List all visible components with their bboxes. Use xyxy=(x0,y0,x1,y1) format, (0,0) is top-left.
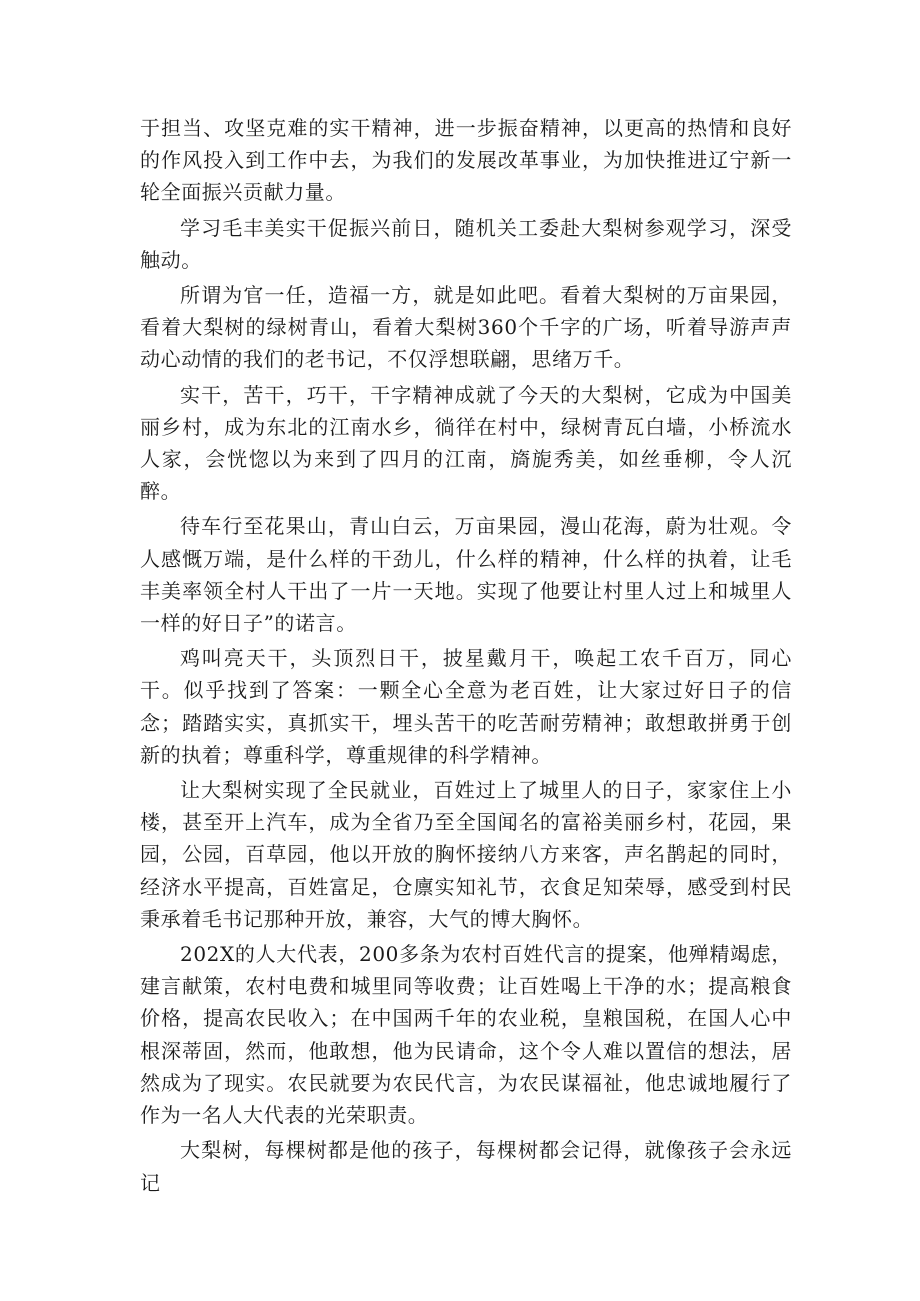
paragraph-6: 鸡叫亮天干，头顶烈日干，披星戴月干，唤起工农千百万，同心干。似乎找到了答案：一颗全心全意为老百姓，让大家过好日子的信念；踏踏实实，真抓实干，埋头苦干的吃苦耐劳精神；敢想敢拼勇于创新的执着；尊重科学，尊重规律的科学精神。 xyxy=(140,646,792,767)
paragraph-2: 学习毛丰美实干促振兴前日，随机关工委赴大梨树参观学习，深受触动。 xyxy=(140,215,792,272)
paragraph-1: 于担当、攻坚克难的实干精神，进一步振奋精神，以更高的热情和良好的作风投入到工作中去，为我们的发展改革事业，为加快推进辽宁新一轮全面振兴贡献力量。 xyxy=(140,116,792,205)
paragraph-4: 实干，苦干，巧干，干字精神成就了今天的大梨树，它成为中国美丽乡村，成为东北的江南水乡，徜徉在村中，绿树青瓦白墙，小桥流水人家，会恍惚以为来到了四月的江南，旖旎秀美，如丝垂柳，令人沉醉。 xyxy=(140,382,792,504)
document-body xyxy=(140,112,792,1202)
paragraph-5: 待车行至花果山，青山白云，万亩果园，漫山花海，蔚为壮观。令人感慨万端，是什么样的干劲儿，什么样的精神，什么样的执着，让毛丰美率领全村人干出了一片一天地。实现了他要让村里人过上和城里人一样的好日子”的诺言。 xyxy=(140,514,792,636)
paragraph-3: 所谓为官一任，造福一方，就是如此吧。看着大梨树的万亩果园，看着大梨树的绿树青山，看着大梨树360个千字的广场，听着导游声声动心动情的我们的老书记，不仅浮想联翩，思绪万千。 xyxy=(140,283,792,372)
paragraph-7: 让大梨树实现了全民就业，百姓过上了城里人的日子，家家住上小楼，甚至开上汽车，成为全省乃至全国闻名的富裕美丽乡村，花园，果园，公园，百草园，他以开放的胸怀接纳八方来客，声名鹊起的同时，经济水平提高，百姓富足，仓廪实知礼节，衣食足知荣辱，感受到村民秉承着毛书记那种开放，兼容，大气的博大胸怀。 xyxy=(140,778,792,931)
paragraph-8: 202X的人大代表，200多条为农村百姓代言的提案，他殚精竭虑，建言献策，农村电费和城里同等收费；让百姓喝上干净的水；提高粮食价格，提高农民收入；在中国两千年的农业税，皇粮国税，在国人心中根深蒂固，然而，他敢想，他为民请命，这个令人难以置信的想法，居然成为了现实。农民就要为农民代言，为农民谋福祉，他忠诚地履行了作为一名人大代表的光荣职责。 xyxy=(140,942,792,1128)
paragraph-9: 大梨树，每棵树都是他的孩子，每棵树都会记得，就像孩子会永远记 xyxy=(140,1138,792,1195)
